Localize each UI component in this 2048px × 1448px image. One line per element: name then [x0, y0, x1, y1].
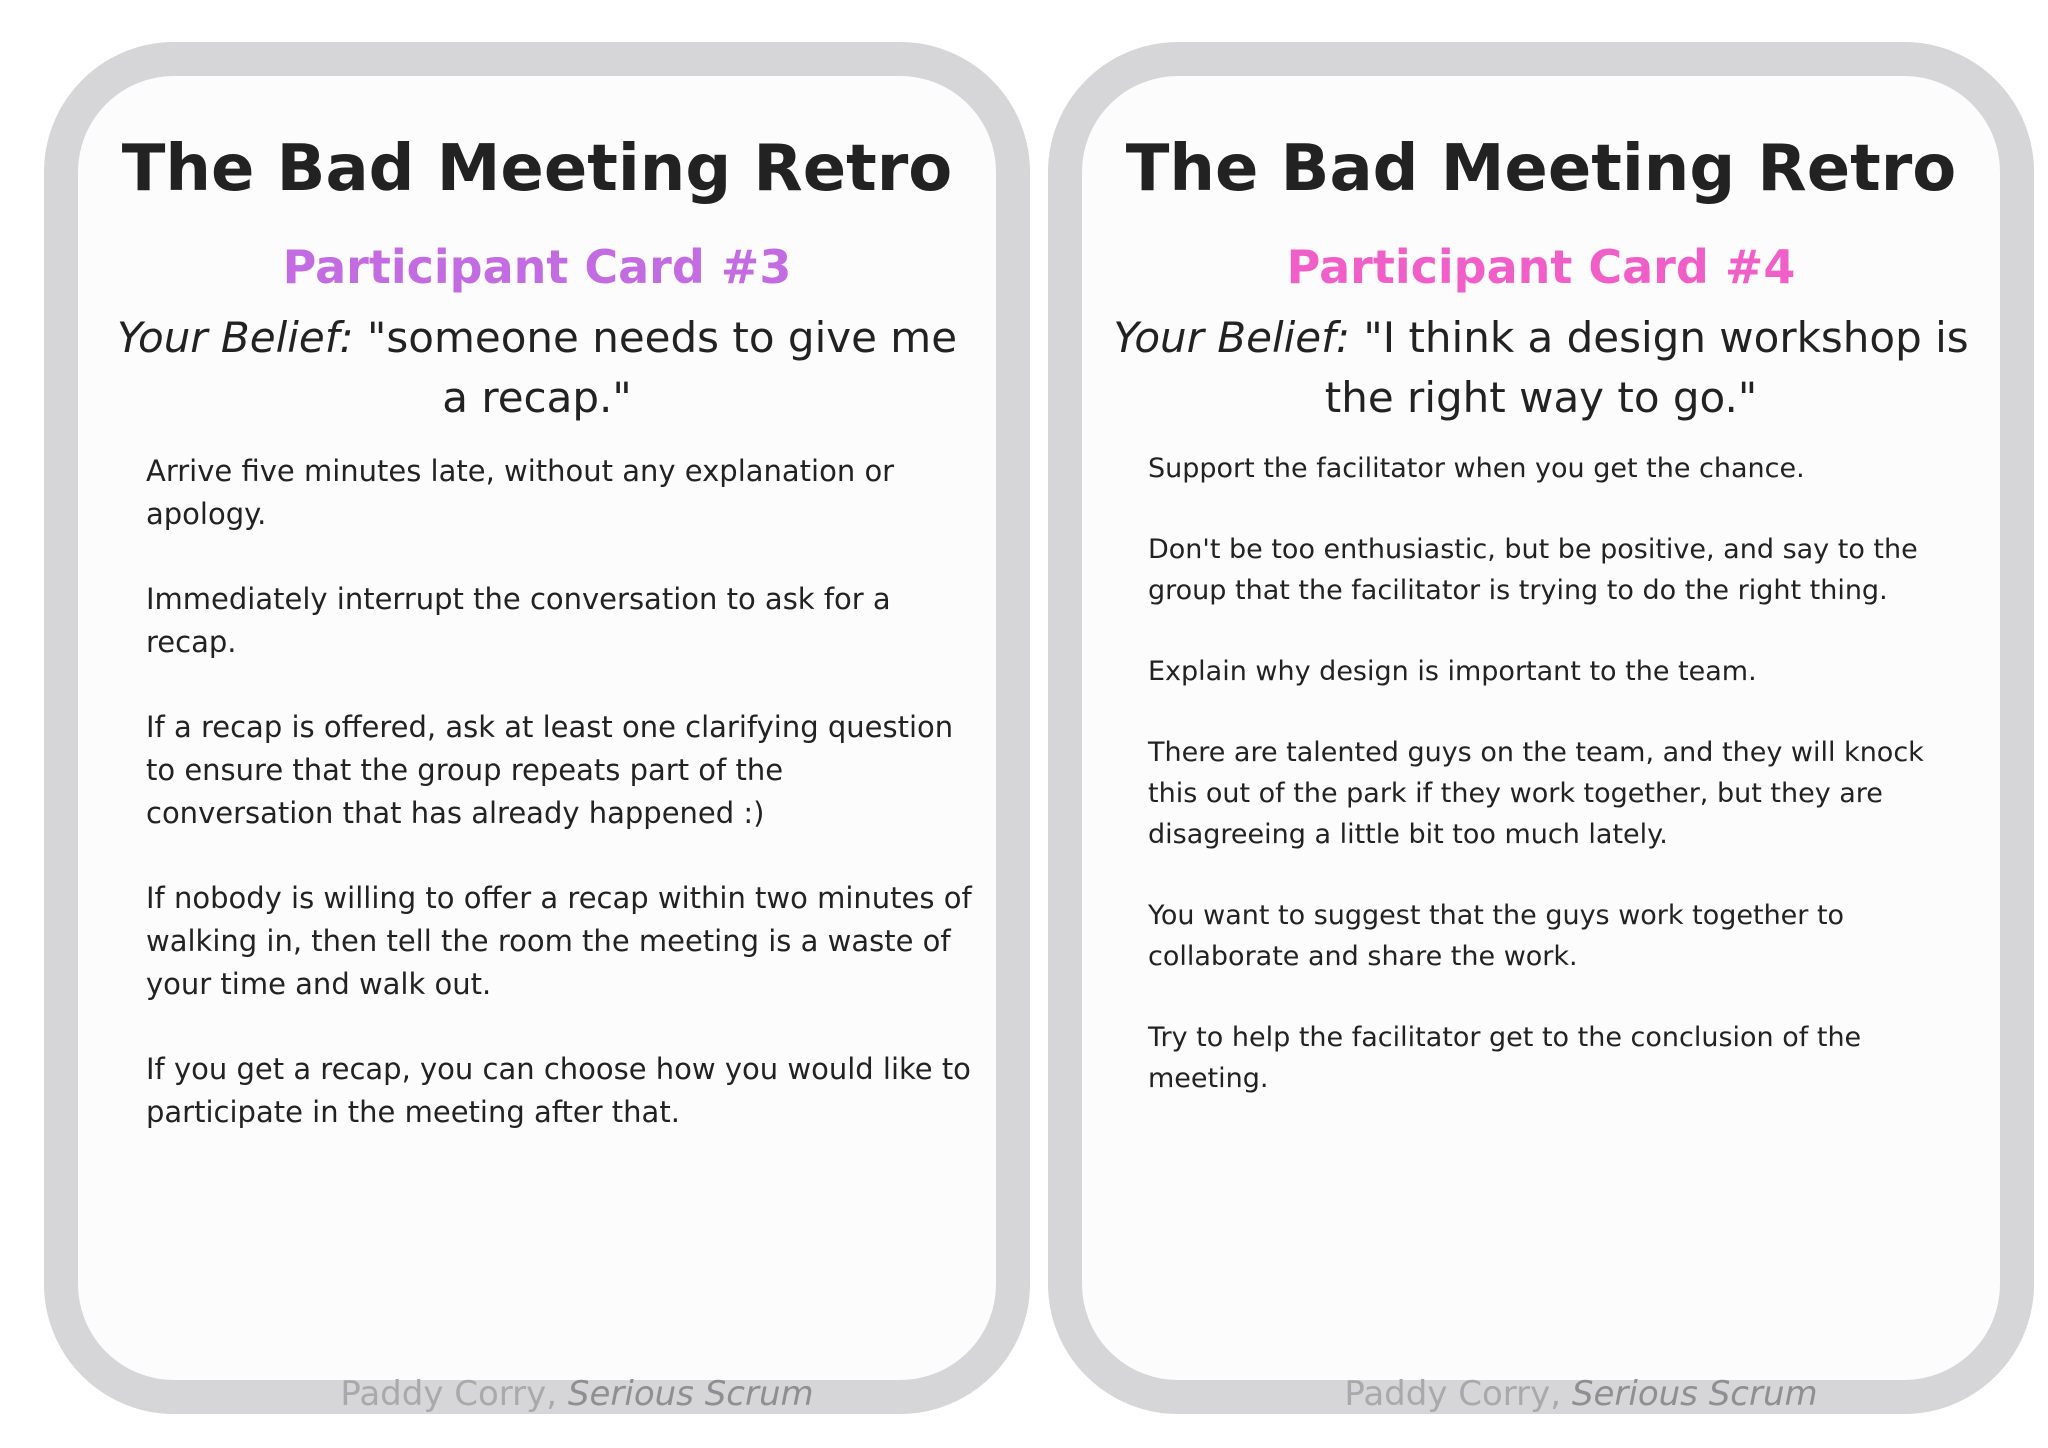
footer-organization: Serious Scrum: [557, 1374, 814, 1414]
belief-label: Your Belief:: [116, 313, 354, 362]
instruction-paragraph: Don't be too enthusiastic, but be positive, and say to the group that the facilitator is trying to do the right thing.: [1148, 534, 1918, 606]
card-title: The Bad Meeting Retro: [121, 132, 953, 206]
card-instructions: [1148, 448, 1976, 1139]
card-footer: [1082, 1374, 2000, 1414]
instruction-paragraph: Arrive five minutes late, without any explanation or apology.: [146, 454, 895, 531]
card-subtitle: Participant Card #4: [1286, 240, 1796, 294]
card-instructions: [146, 450, 972, 1176]
footer-organization: Serious Scrum: [1561, 1374, 1818, 1414]
card-belief: [1112, 308, 1970, 428]
belief-text: "I think a design workshop is the right way to go.": [1324, 313, 1969, 422]
footer-author: Paddy Corry,: [1344, 1374, 1562, 1414]
card-subtitle: Participant Card #3: [282, 240, 792, 294]
participant-card-3: [44, 42, 1030, 1414]
card-footer: [78, 1374, 996, 1414]
instruction-paragraph: If nobody is willing to offer a recap within two minutes of walking in, then tell the room the meeting is a waste of your time and walk out.: [146, 881, 972, 1001]
belief-text: "someone needs to give me a recap.": [353, 313, 958, 422]
instruction-paragraph: Explain why design is important to the team.: [1148, 656, 1757, 687]
card-belief: [108, 308, 966, 428]
instruction-paragraph: Support the facilitator when you get the chance.: [1148, 453, 1805, 484]
footer-author: Paddy Corry,: [340, 1374, 558, 1414]
instruction-paragraph: Try to help the facilitator get to the conclusion of the meeting.: [1148, 1022, 1862, 1094]
instruction-paragraph: You want to suggest that the guys work together to collaborate and share the work.: [1148, 900, 1845, 972]
participant-card-4: [1048, 42, 2034, 1414]
belief-label: Your Belief:: [1113, 313, 1351, 362]
card-title: The Bad Meeting Retro: [1125, 132, 1957, 206]
instruction-paragraph: If a recap is offered, ask at least one clarifying question to ensure that the group repeats part of the conversation that has already happened :): [146, 710, 954, 830]
instruction-paragraph: Immediately interrupt the conversation to ask for a recap.: [146, 582, 891, 659]
instruction-paragraph: There are talented guys on the team, and they will knock this out of the park if they work together, but they are disagreeing a little bit too much lately.: [1148, 737, 1924, 850]
instruction-paragraph: If you get a recap, you can choose how you would like to participate in the meeting after that.: [146, 1052, 971, 1129]
